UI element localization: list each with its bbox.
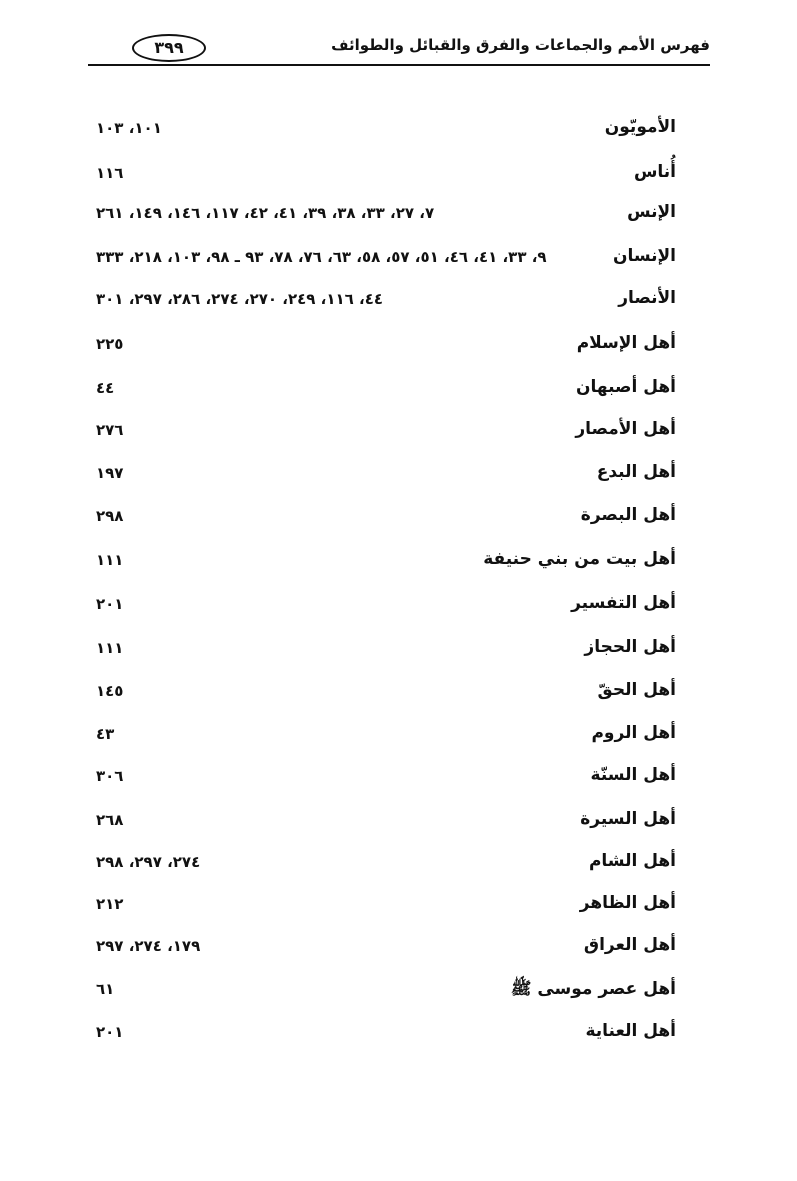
entry-term: أهل السيرة — [580, 809, 676, 829]
index-entry — [96, 505, 676, 535]
entry-term: الأمويّون — [604, 117, 676, 137]
index-entry — [96, 162, 676, 192]
entry-pages: ٢٧٦ — [96, 421, 124, 439]
entry-term: أهل العراق — [583, 935, 676, 955]
index-entry — [96, 851, 676, 881]
entry-pages: ٢٧٤، ٢٩٧، ٢٩٨ — [96, 853, 201, 871]
index-entry — [96, 723, 676, 753]
entry-pages: ١٧٩، ٢٧٤، ٢٩٧ — [96, 937, 201, 955]
index-entry — [96, 462, 676, 492]
entry-pages: ٢٢٥ — [96, 335, 124, 353]
index-entry — [96, 333, 676, 363]
index-entry — [96, 978, 676, 1008]
header-rule — [88, 64, 710, 66]
entry-pages: ٤٣ — [96, 725, 115, 743]
index-entry — [96, 377, 676, 407]
entry-term: أهل الإسلام — [576, 333, 676, 353]
entry-pages: ١١١ — [96, 639, 124, 657]
entry-term: الإنس — [627, 202, 676, 222]
index-entry — [96, 935, 676, 965]
entry-pages: ٤٤ — [96, 379, 115, 397]
entry-pages: ٧، ٢٧، ٣٣، ٣٨، ٣٩، ٤١، ٤٢، ١١٧، ١٤٦، ١٤٩، ٢٦١ — [96, 204, 435, 222]
entry-pages: ١٠١، ١٠٣ — [96, 119, 162, 137]
page-header — [88, 30, 710, 70]
entry-term: أهل الظاهر — [579, 893, 676, 913]
entry-pages: ٢٩٨ — [96, 507, 124, 525]
index-entry — [96, 593, 676, 623]
entry-term: أهل التفسير — [571, 593, 676, 613]
entry-term: أهل أصبهان — [575, 377, 676, 397]
entry-term: الأنصار — [618, 288, 676, 308]
entry-pages: ٦١ — [96, 980, 115, 998]
index-entry — [96, 680, 676, 710]
index-entry — [96, 809, 676, 839]
entry-term: أُناس — [633, 162, 676, 182]
entry-term: أهل البصرة — [580, 505, 676, 525]
entry-pages: ١٩٧ — [96, 464, 124, 482]
index-entry — [96, 549, 676, 579]
running-title: فهرس الأمم والجماعات والفرق والقبائل والطوائف — [331, 36, 710, 54]
index-entry — [96, 202, 676, 232]
entry-term: أهل الحجاز — [584, 637, 676, 657]
entry-term: أهل الحقّ — [597, 680, 676, 700]
entry-pages: ٢٠١ — [96, 595, 124, 613]
page-number-badge: ٣٩٩ — [132, 34, 206, 62]
entry-pages: ١١٦ — [96, 164, 124, 182]
index-entry — [96, 893, 676, 923]
entry-pages: ١٤٥ — [96, 682, 124, 700]
entry-term: أهل عصر موسى ﷺ — [510, 979, 676, 999]
entry-term: الإنسان — [612, 246, 676, 266]
entry-pages: ٣٠٦ — [96, 767, 124, 785]
entry-pages: ٢٠١ — [96, 1023, 124, 1041]
entry-pages: ٤٤، ١١٦، ٢٤٩، ٢٧٠، ٢٧٤، ٢٨٦، ٢٩٧، ٣٠١ — [96, 290, 384, 308]
entry-term: أهل العناية — [585, 1021, 676, 1041]
index-entry — [96, 765, 676, 795]
entry-term: أهل السنّة — [590, 765, 676, 785]
entry-term: أهل الأمصار — [575, 419, 676, 439]
index-entry — [96, 288, 676, 318]
index-entry — [96, 117, 676, 147]
index-entry — [96, 419, 676, 449]
entry-pages: ١١١ — [96, 551, 124, 569]
index-entry — [96, 637, 676, 667]
entry-pages: ٩، ٣٣، ٤١، ٤٦، ٥١، ٥٧، ٥٨، ٦٣، ٧٦، ٧٨، ٩٣ ـ ٩٨، ١٠٣، ٢١٨، ٣٣٣ — [96, 248, 547, 266]
entry-term: أهل بيت من بني حنيفة — [483, 549, 676, 569]
entry-term: أهل الشام — [588, 851, 676, 871]
entry-pages: ٢٦٨ — [96, 811, 124, 829]
entry-term: أهل الروم — [591, 723, 676, 743]
index-entry — [96, 246, 676, 276]
entry-pages: ٢١٢ — [96, 895, 124, 913]
index-entry — [96, 1021, 676, 1051]
entry-term: أهل البدع — [596, 462, 676, 482]
